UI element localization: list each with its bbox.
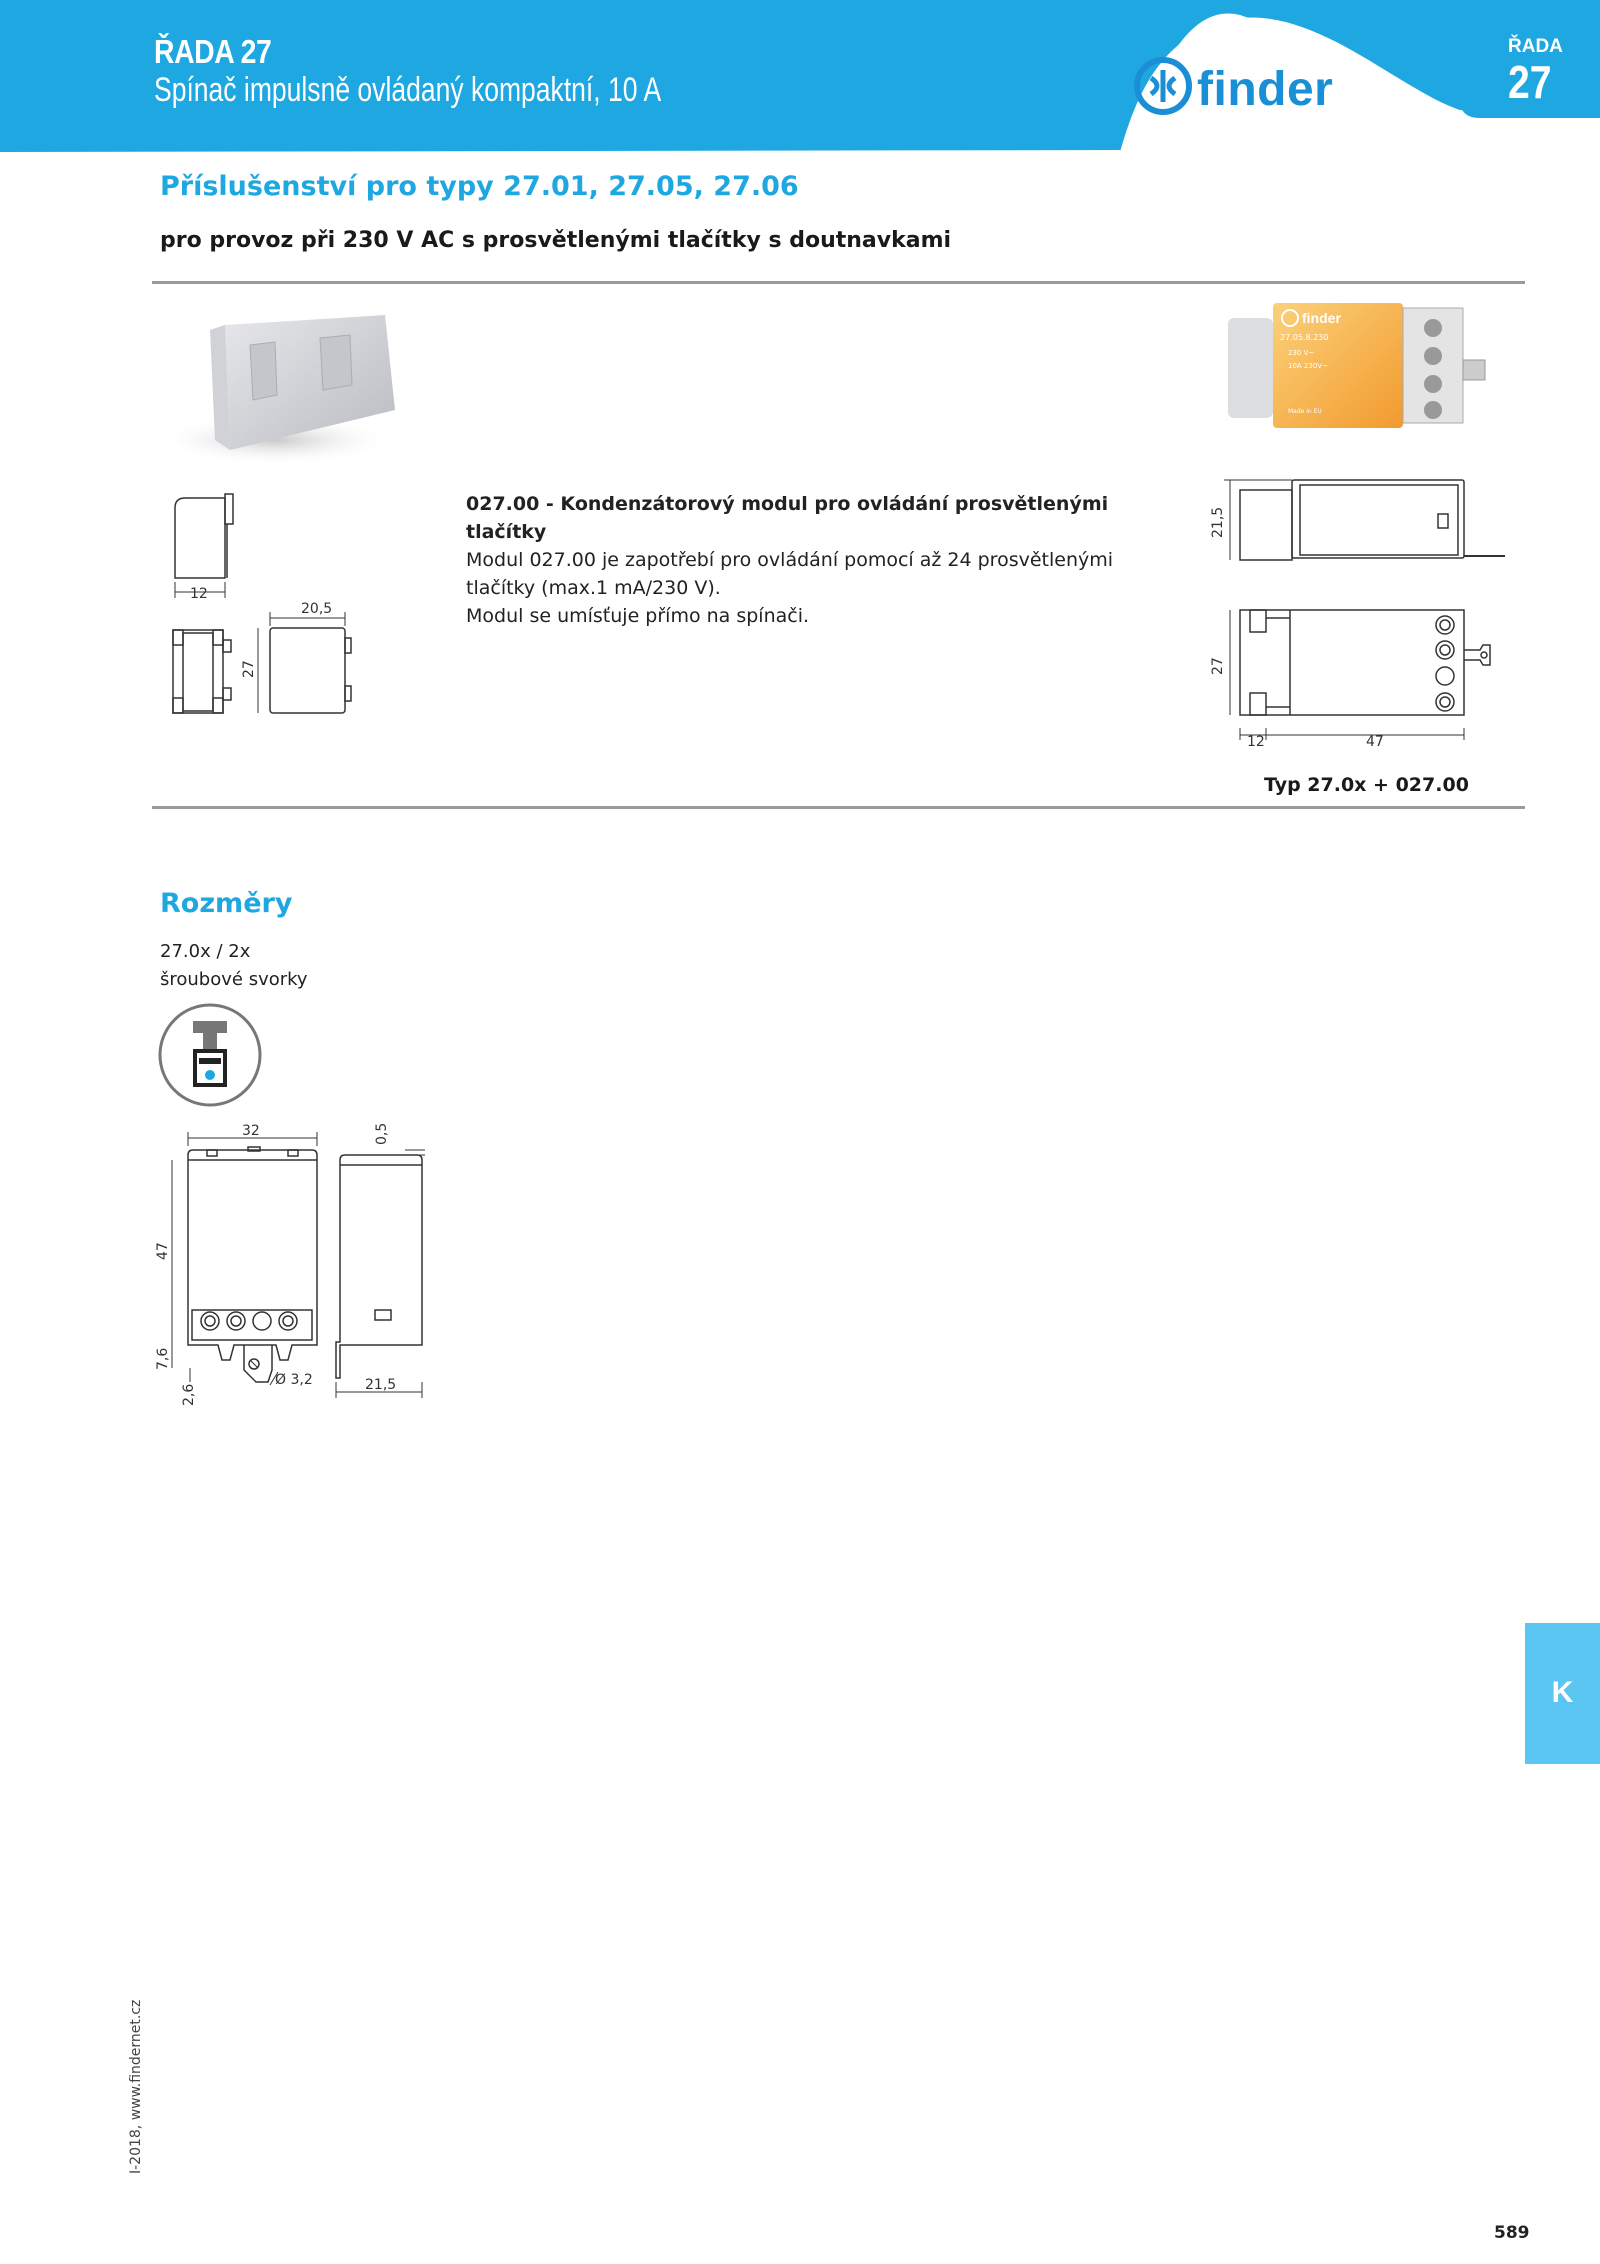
dim-hole: Ø 3,2 — [275, 1372, 313, 1388]
assembly-caption: Typ 27.0x + 027.00 — [1264, 774, 1469, 796]
dim-12: 12 — [190, 586, 208, 602]
dim-21-5: 21,5 — [1210, 506, 1226, 538]
product-description — [466, 490, 1146, 630]
series-subtitle: Spínač impulsně ovládaný kompaktní, 10 A — [154, 71, 662, 109]
middle-divider — [152, 806, 1525, 809]
dimensions-line-2: šroubové svorky — [160, 969, 308, 990]
finder-logo-text: finder — [1197, 63, 1334, 116]
dim-27-assembly: 27 — [1210, 657, 1226, 675]
product-title: 027.00 - Kondenzátorový modul pro ovládání prosvětlenými tlačítky — [466, 493, 1109, 543]
capacitor-module-photo — [155, 300, 415, 470]
dimensions-heading: Rozměry — [160, 888, 293, 919]
screw-terminal-icon — [155, 1003, 265, 1113]
dim-12-assembly: 12 — [1247, 734, 1265, 750]
module-dimension-drawing — [155, 488, 375, 748]
side-tab-label: K — [1551, 1676, 1574, 1709]
finder-logo-icon — [1133, 56, 1193, 116]
section-side-tab[interactable] — [1525, 1623, 1600, 1764]
relay-label-2: 230 V~ — [1288, 349, 1315, 357]
product-line-1: Modul 027.00 je zapotřebí pro ovládání pomocí až 24 prosvětlenými — [466, 549, 1114, 571]
page-number: 589 — [1494, 2223, 1530, 2243]
dim-7-6: 7,6 — [155, 1347, 171, 1370]
dim-32: 32 — [242, 1123, 260, 1139]
product-line-2: tlačítky (max.1 mA/230 V). — [466, 577, 721, 599]
accessories-subheading: pro provoz při 230 V AC s prosvětlenými tlačítky s doutnavkami — [160, 228, 952, 253]
relay-with-module-photo — [1228, 298, 1518, 438]
relay-label-1: 27.05.8.230 — [1280, 333, 1329, 342]
dim-27: 27 — [241, 660, 257, 678]
series-title: ŘADA 27 — [154, 33, 272, 70]
footer-edition: I-2018, www.findernet.cz — [128, 1999, 144, 2174]
top-divider — [152, 281, 1525, 284]
dim-21-5-side: 21,5 — [365, 1377, 397, 1393]
dim-47: 47 — [155, 1242, 171, 1260]
assembly-dimension-drawing — [1190, 470, 1520, 760]
relay-label-4: Made in EU — [1288, 408, 1322, 415]
product-line-3: Modul se umísťuje přímo na spínači. — [466, 605, 810, 627]
dim-47: 47 — [1366, 734, 1384, 750]
accessories-heading: Příslušenství pro typy 27.01, 27.05, 27.06 — [160, 171, 799, 202]
relay-label-3: 10A 230V~ — [1288, 362, 1328, 370]
dim-0-5: 0,5 — [374, 1122, 390, 1145]
series-tab-label: ŘADA — [1508, 36, 1563, 57]
dim-2-6: 2,6 — [181, 1383, 197, 1406]
series-tab-number: 27 — [1508, 56, 1552, 108]
dim-20-5: 20,5 — [301, 601, 333, 617]
relay-brand: finder — [1302, 310, 1341, 326]
dimensions-line-1: 27.0x / 2x — [160, 941, 251, 962]
relay-dimension-drawing — [150, 1120, 450, 1420]
